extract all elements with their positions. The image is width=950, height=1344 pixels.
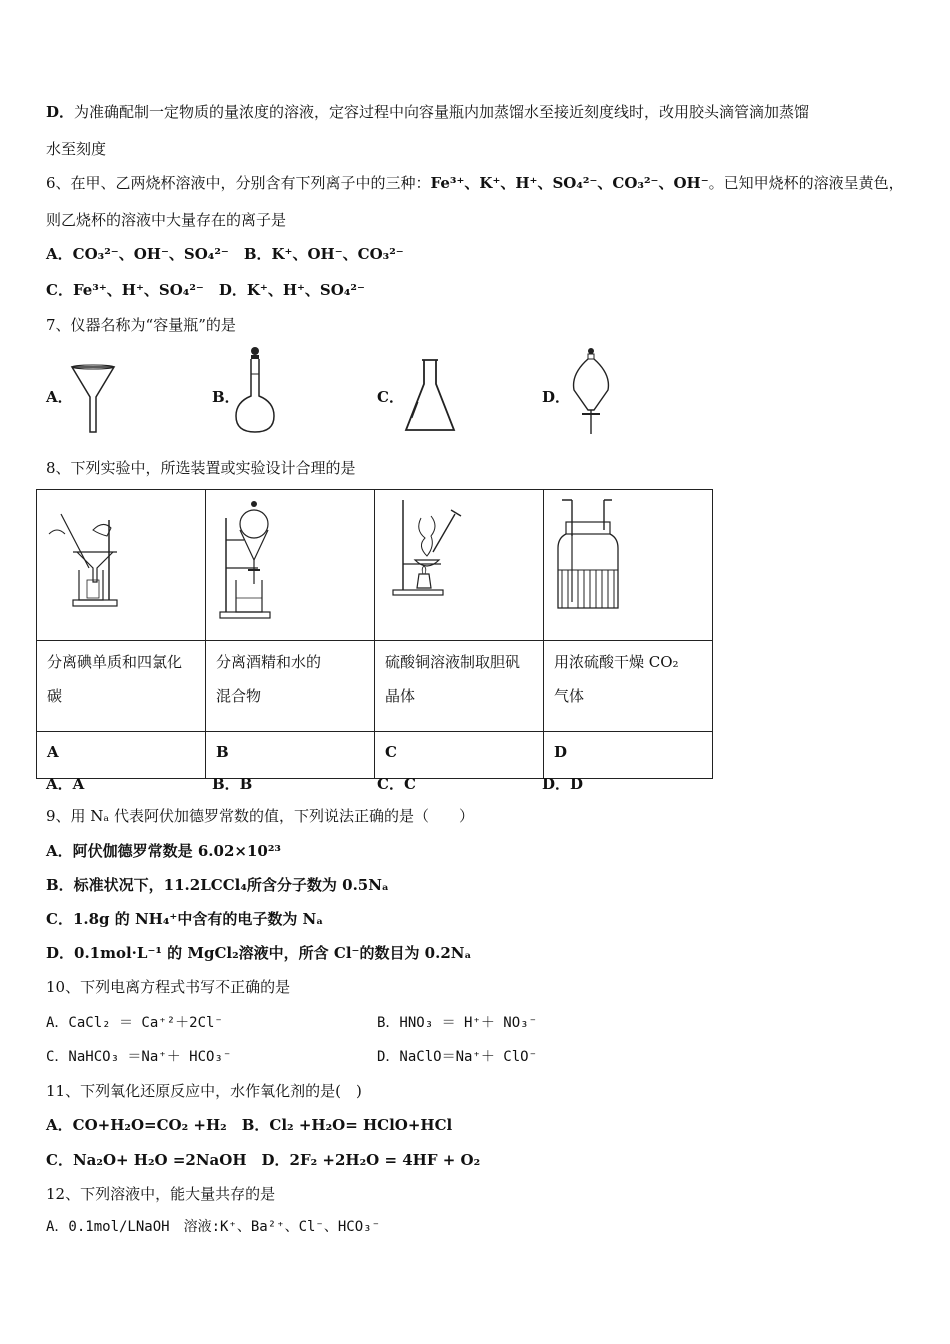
q8-letter-d: D [544, 732, 713, 779]
q9-option-a[interactable]: A．阿伏伽德罗常数是 6.02×10²³ [46, 842, 281, 860]
q6-option-b[interactable]: B．K⁺、OH⁻、CO₃²⁻ [243, 245, 404, 263]
q10-option-d[interactable]: D．NaClO＝Na⁺＋ ClO⁻ [377, 1049, 538, 1065]
q5-option-d-text-2: 水至刻度 [46, 140, 107, 158]
q8-stem: 8、下列实验中，所选装置或实验设计合理的是 [46, 459, 356, 477]
q11-option-a[interactable]: A．CO+H₂O=CO₂ +H₂ [46, 1116, 227, 1134]
q7-option-c-label[interactable]: C． [377, 388, 404, 406]
q6-option-d[interactable]: D．K⁺、H⁺、SO₄²⁻ [218, 281, 365, 299]
q6-options-cd [46, 280, 365, 300]
q9-option-c[interactable]: C．1.8g 的 NH₄⁺中含有的电子数为 Nₐ [46, 910, 324, 928]
q8-apparatus-b [206, 490, 375, 641]
q10-stem: 10、下列电离方程式书写不正确的是 [46, 978, 291, 996]
q11-option-d[interactable]: D．2F₂ +2H₂O = 4HF + O₂ [261, 1151, 481, 1169]
q8-option-d[interactable]: D．D [542, 775, 584, 793]
q8-option-b[interactable]: B．B [212, 775, 253, 793]
q9-stem: 9、用 Nₐ 代表阿伏加德罗常数的值，下列说法正确的是（ ） [46, 807, 474, 825]
conical-flask-icon[interactable] [400, 356, 460, 436]
q11-option-c[interactable]: C．Na₂O+ H₂O =2NaOH [46, 1151, 247, 1169]
evaporation-setup-icon [375, 490, 543, 636]
q12-option-a[interactable]: A．0.1mol/LNaOH 溶液:K⁺、Ba²⁺、Cl⁻、HCO₃⁻ [46, 1219, 381, 1235]
separatory-funnel-setup-icon [206, 490, 374, 636]
q8-apparatus-d [544, 490, 713, 641]
q11-stem: 11、下列氧化还原反应中，水作氧化剂的是( ) [46, 1082, 362, 1100]
q8-apparatus-c [375, 490, 544, 641]
funnel-icon[interactable] [68, 362, 118, 437]
q7-option-a-label[interactable]: A． [46, 388, 73, 406]
q8-letter-c: C [375, 732, 544, 779]
q5-option-d [46, 102, 809, 122]
q10-option-c[interactable]: C．NaHCO₃ ＝Na⁺＋ HCO₃⁻ [46, 1049, 232, 1065]
q5-option-d-label: D． [46, 103, 75, 121]
q8-letter-b: B [206, 732, 375, 779]
q8-apparatus-a [37, 490, 206, 641]
q6-option-a[interactable]: A．CO₃²⁻、OH⁻、SO₄²⁻ [46, 245, 229, 263]
q11-options-ab [46, 1115, 452, 1135]
q5-option-d-text-1: 为准确配制一定物质的量浓度的溶液，定容过程中向容量瓶内加蒸馏水至接近刻度线时，改用胶头滴管滴加蒸馏 [74, 103, 810, 121]
q9-option-b[interactable]: B．标准状况下，11.2LCCl₄所含分子数为 0.5Nₐ [46, 876, 389, 894]
q10-option-a[interactable]: A．CaCl₂ ＝ Ca⁺²＋2Cl⁻ [46, 1015, 223, 1031]
q8-option-a[interactable]: A．A [46, 775, 85, 793]
q12-stem: 12、下列溶液中，能大量共存的是 [46, 1185, 276, 1203]
q6-ions: Fe³⁺、K⁺、H⁺、SO₄²⁻、CO₃²⁻、OH⁻ [430, 174, 709, 192]
separatory-funnel-icon[interactable] [568, 346, 614, 438]
q6-options-ab [46, 244, 404, 264]
q8-experiment-table [36, 489, 713, 779]
volumetric-flask-icon[interactable] [230, 344, 280, 436]
q9-option-d[interactable]: D．0.1mol·L⁻¹ 的 MgCl₂溶液中，所含 Cl⁻的数目为 0.2Nₐ [46, 944, 472, 962]
q10-option-b[interactable]: B．HNO₃ ＝ H⁺＋ NO₃⁻ [377, 1015, 538, 1031]
q8-desc-a: 分离碘单质和四氯化 碳 [37, 641, 206, 732]
q11-options-cd [46, 1150, 480, 1170]
q8-option-c[interactable]: C．C [377, 775, 416, 793]
q11-option-b[interactable]: B．Cl₂ +H₂O= HClO+HCl [241, 1116, 453, 1134]
q6-stem-end: 。已知甲烧杯的溶液呈黄色， [708, 174, 904, 192]
q8-desc-d: 用浓硫酸干燥 CO₂ 气体 [544, 641, 713, 732]
q7-option-b-label[interactable]: B． [212, 388, 240, 406]
filtration-setup-icon [37, 490, 205, 636]
q6-stem-line2: 则乙烧杯的溶液中大量存在的离子是 [46, 211, 287, 229]
q6-stem-line1 [46, 173, 904, 193]
q7-option-d-label[interactable]: D． [542, 388, 571, 406]
q8-letter-a: A [37, 732, 206, 779]
q7-stem: 7、仪器名称为“容量瓶”的是 [46, 316, 236, 334]
q8-desc-b: 分离酒精和水的 混合物 [206, 641, 375, 732]
q6-option-c[interactable]: C．Fe³⁺、H⁺、SO₄²⁻ [46, 281, 204, 299]
q6-stem: 6、在甲、乙两烧杯溶液中，分别含有下列离子中的三种： [46, 174, 431, 192]
gas-washing-bottle-icon [544, 490, 712, 636]
q8-desc-c: 硫酸铜溶液制取胆矾 晶体 [375, 641, 544, 732]
